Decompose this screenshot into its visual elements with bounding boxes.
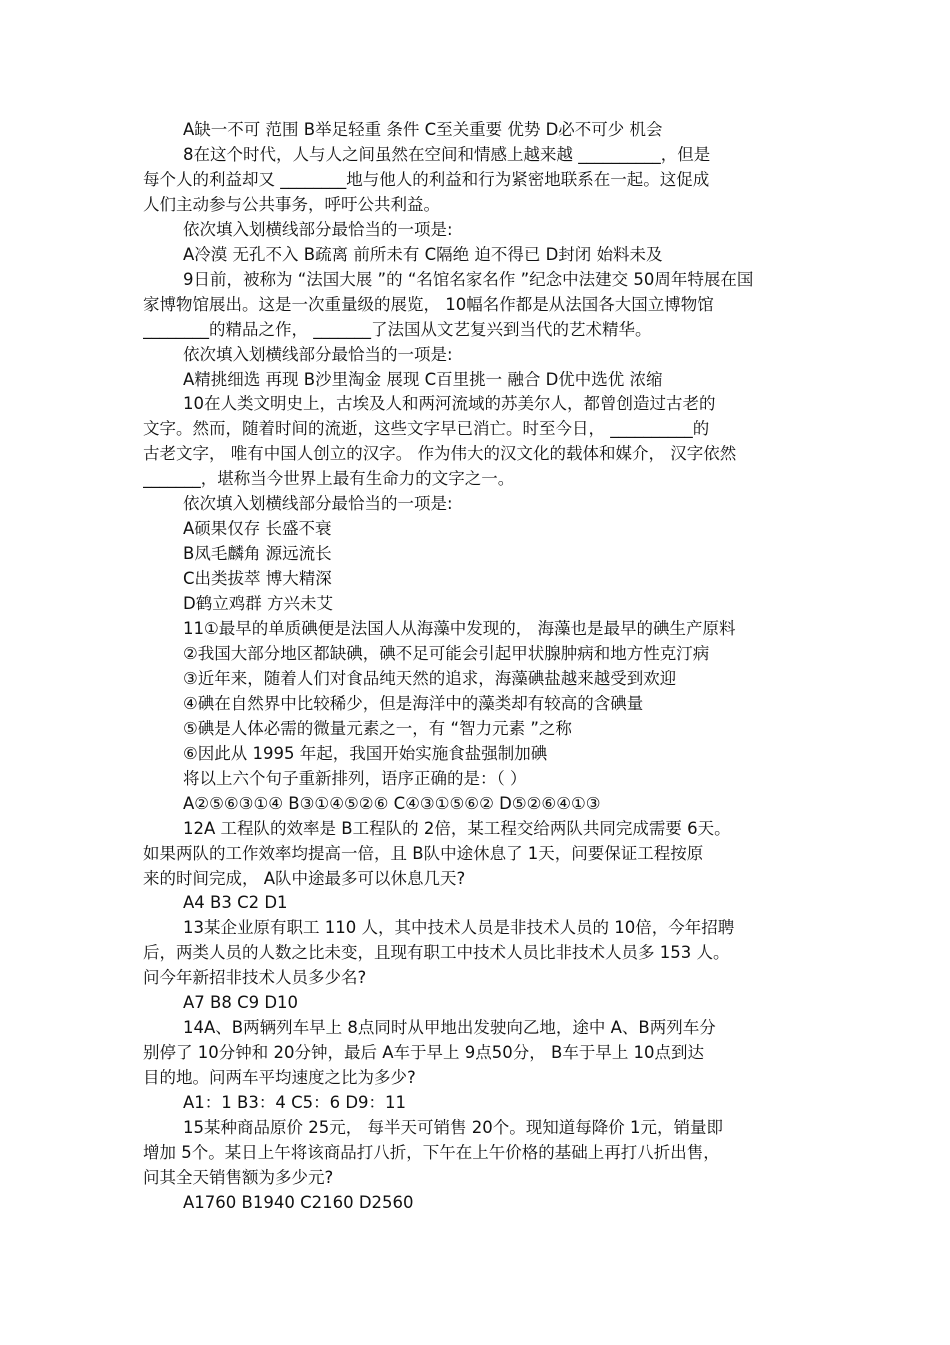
text-line: ________的精品之作， _______了法国从文艺复兴到当代的艺术精华。 <box>143 319 652 339</box>
text-line: 将以上六个句子重新排列，语序正确的是：（ ） <box>183 768 527 788</box>
text-line: 13某企业原有职工 110 人，其中技术人员是非技术人员的 10倍，今年招聘 <box>183 918 735 938</box>
text-line: ③近年来，随着人们对食品纯天然的追求，海藻碘盐越来越受到欢迎 <box>183 668 677 688</box>
text-line: A1760 B1940 C2160 D2560 <box>183 1192 414 1212</box>
text-line: 家博物馆展出。这是一次重量级的展览， 10幅名作都是从法国各大国立博物馆 <box>143 294 714 314</box>
text-line: 别停了 10分钟和 20分钟，最后 A车于早上 9点50分， B车于早上 10点到达 <box>143 1043 705 1063</box>
text-line: A4 B3 C2 D1 <box>183 893 288 913</box>
text-line: 11①最早的单质碘便是法国人从海藻中发现的， 海藻也是最早的碘生产原料 <box>183 619 736 638</box>
text-line: A精挑细选 再现 B沙里淘金 展现 C百里挑一 融合 D优中选优 浓缩 <box>183 369 663 389</box>
text-line: ④碘在自然界中比较稀少，但是海洋中的藻类却有较高的含碘量 <box>183 693 644 713</box>
text-line: A冷漠 无孔不入 B疏离 前所未有 C隔绝 迫不得已 D封闭 始料未及 <box>183 244 663 264</box>
text-line: 后，两类人员的人数之比未变，且现有职工中技术人员比非技术人员多 153 人。 <box>143 943 730 963</box>
text-line: 每个人的利益却又 ________地与他人的利益和行为紧密地联系在一起。这促成 <box>143 169 710 189</box>
text-line: 9日前，被称为 “法国大展 ”的 “名馆名家名作 ”纪念中法建交 50周年特展在国 <box>183 269 754 289</box>
text-line: 古老文字， 唯有中国人创立的汉字。 作为伟大的汉文化的载体和媒介， 汉字依然 <box>143 444 737 464</box>
text-line: ②我国大部分地区都缺碘，碘不足可能会引起甲状腺肿病和地方性克汀病 <box>183 643 710 663</box>
text-line: 文字。然而，随着时间的流逝，这些文字早已消亡。时至今日， __________的 <box>143 419 710 439</box>
text-line: 来的时间完成， A队中途最多可以休息几天? <box>143 868 466 888</box>
text-line: A缺一不可 范围 B举足轻重 条件 C至关重要 优势 D必不可少 机会 <box>183 120 663 139</box>
text-line: 问今年新招非技术人员多少名? <box>143 968 367 988</box>
text-line: ⑤碘是人体必需的微量元素之一，有 “智力元素 ”之称 <box>183 718 572 738</box>
text-line: D鹤立鸡群 方兴未艾 <box>183 594 333 613</box>
text-line: 依次填入划横线部分最恰当的一项是: <box>183 494 453 514</box>
text-line: 10在人类文明史上，古埃及人和两河流域的苏美尔人，都曾创造过古老的 <box>183 394 716 414</box>
text-line: 问其全天销售额为多少元? <box>143 1167 334 1187</box>
text-line: _______，堪称当今世界上最有生命力的文字之一。 <box>143 469 515 489</box>
text-line: 依次填入划横线部分最恰当的一项是: <box>183 344 453 364</box>
text-line: 增加 5个。某日上午将该商品打八折，下午在上午价格的基础上再打八折出售， <box>143 1142 720 1162</box>
text-line: ⑥因此从 1995 年起，我国开始实施食盐强制加碘 <box>183 743 548 763</box>
text-line: C出类拔萃 博大精深 <box>183 569 332 589</box>
text-line: 12A 工程队的效率是 B工程队的 2倍，某工程交给两队共同完成需要 6天。 <box>183 818 731 838</box>
text-line: A1：1 B3：4 C5：6 D9：11 <box>183 1093 407 1112</box>
text-line: A硕果仅存 长盛不衰 <box>183 519 332 539</box>
text-line: A②⑤⑥③①④ B③①④⑤②⑥ C④③①⑤⑥② D⑤②⑥④①③ <box>183 793 601 813</box>
text-line: 15某种商品原价 25元， 每半天可销售 20个。现知道每降价 1元，销量即 <box>183 1118 723 1137</box>
text-line: 如果两队的工作效率均提高一倍，且 B队中途休息了 1天，问要保证工程按原 <box>143 843 704 863</box>
text-line: B凤毛麟角 源远流长 <box>183 544 332 564</box>
text-line: A7 B8 C9 D10 <box>183 993 299 1013</box>
text-line: 目的地。问两车平均速度之比为多少? <box>143 1068 416 1088</box>
text-line: 依次填入划横线部分最恰当的一项是: <box>183 219 453 239</box>
text-line: 人们主动参与公共事务，呼吁公共利益。 <box>143 194 440 214</box>
text-line: 8在这个时代，人与人之间虽然在空间和情感上越来越 __________，但是 <box>183 144 711 164</box>
text-line: 14A、B两辆列车早上 8点同时从甲地出发驶向乙地，途中 A、B两列车分 <box>183 1018 716 1038</box>
